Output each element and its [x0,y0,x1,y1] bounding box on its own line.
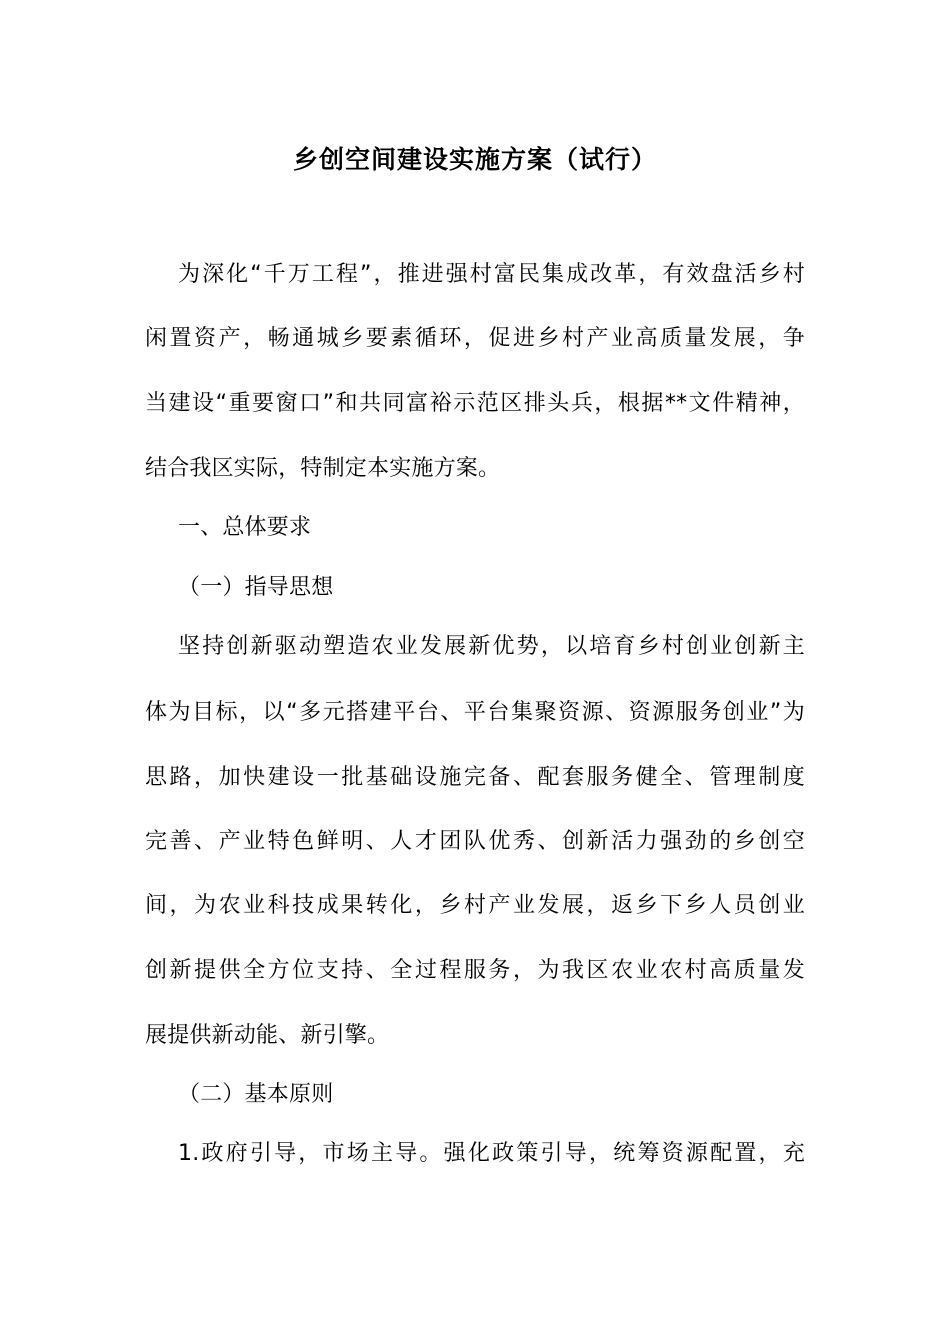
paragraph-line: 1.政府引导，市场主导。强化政策引导，统筹资源配置，充 [178,1141,805,1166]
subsection-heading: （二）基本原则 [178,1082,334,1107]
paragraph-line: 间，为农业科技成果转化，乡村产业发展，返乡下乡人员创业 [145,893,805,918]
paragraph-line: 完善、产业特色鲜明、人才团队优秀、创新活力强劲的乡创空 [145,829,805,854]
paragraph-line: 当建设“重要窗口”和共同富裕示范区排头兵，根据**文件精神， [145,391,805,416]
paragraph-line: 为深化“千万工程”，推进强村富民集成改革，有效盘活乡村 [178,262,805,287]
paragraph-line: 结合我区实际，特制定本实施方案。 [145,456,501,481]
paragraph-line: 体为目标，以“多元搭建平台、平台集聚资源、资源服务创业”为 [145,700,805,725]
subsection-heading: （一）指导思想 [178,575,334,600]
paragraph-line: 思路，加快建设一批基础设施完备、配套服务健全、管理制度 [145,765,805,790]
section-heading: 一、总体要求 [178,515,312,540]
document-title: 乡创空间建设实施方案（试行） [292,145,657,174]
paragraph-line: 坚持创新驱动塑造农业发展新优势，以培育乡村创业创新主 [178,634,805,659]
paragraph-line: 展提供新动能、新引擎。 [145,1023,390,1048]
paragraph-line: 创新提供全方位支持、全过程服务，为我区农业农村高质量发 [145,958,805,983]
paragraph-line: 闲置资产，畅通城乡要素循环，促进乡村产业高质量发展，争 [145,326,805,351]
